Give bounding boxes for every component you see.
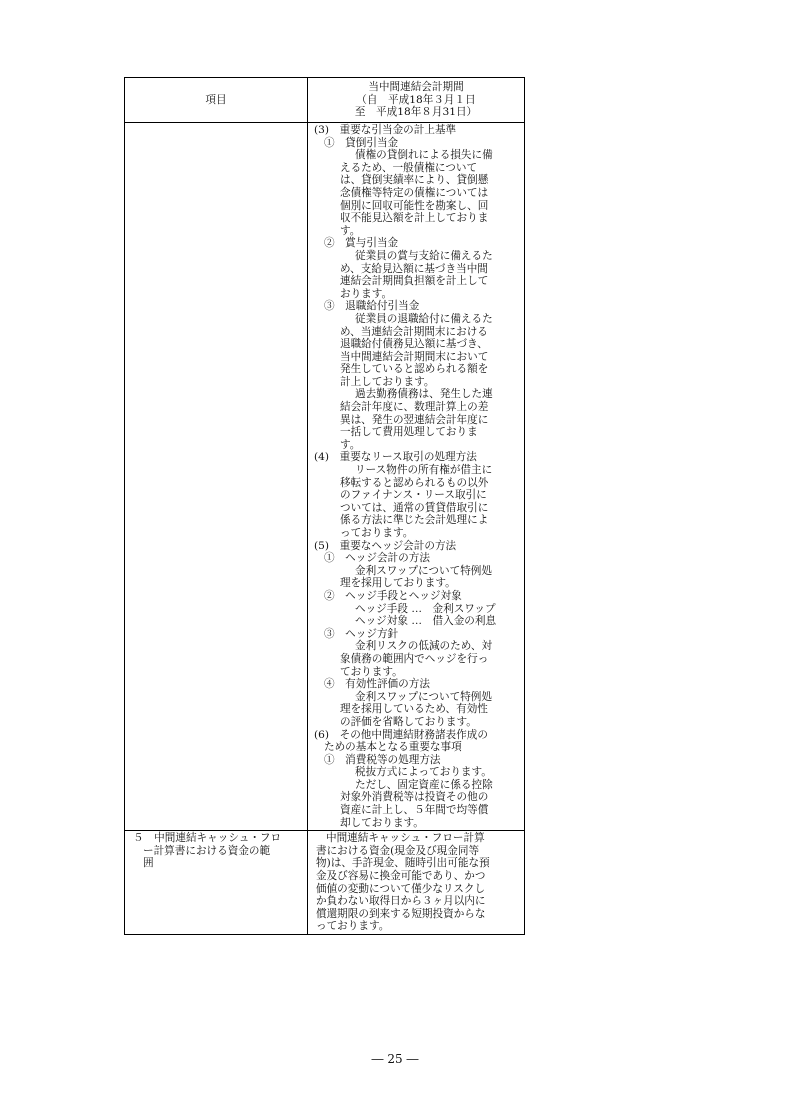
page-number: ― 25 ― xyxy=(371,1052,419,1066)
policy-text-line: 資産に計上し、５年間で均等償 xyxy=(340,804,489,817)
policy-text-line: 一括して費用処理しておりま xyxy=(340,426,478,439)
policy-text-line: (5) 重要なヘッジ会計の方法 xyxy=(314,539,457,552)
item-label-line: ５ 中間連結キャッシュ・フロ xyxy=(133,832,282,845)
policy-text-line: ただし、固定資産に係る控除 xyxy=(355,778,493,791)
policy-text-line: ④ 有効性評価の方法 xyxy=(324,678,430,691)
policy-text-line: リース物件の所有権が借主に xyxy=(355,464,493,477)
policy-text-line: ついては、通常の賃貸借取引に xyxy=(340,501,489,514)
header-period-to: 至 平成18年８月31日） xyxy=(354,106,478,119)
policy-text-line: 象債務の範囲内でヘッジを行っ xyxy=(340,652,489,665)
policy-text-line: ③ ヘッジ方針 xyxy=(324,627,399,640)
policy-text-line: 過去勤務債務は、発生した連 xyxy=(355,388,493,401)
policy-text-line: 当中間連結会計期間末において xyxy=(340,350,489,363)
policy-text-line: ① 貸倒引当金 xyxy=(324,136,399,149)
policy-text-line: 念債権等特定の債権については xyxy=(340,186,489,199)
policy-text-line: 書における資金(現金及び現金同等 xyxy=(316,844,480,857)
row1-content-cell xyxy=(308,123,525,831)
policy-text-line: 計上しております。 xyxy=(340,375,435,388)
policy-text-line: 価値の変動について僅少なリスクし xyxy=(316,882,486,895)
policy-text-line: 中間連結キャッシュ・フロー計算 xyxy=(326,832,485,845)
row2-content-cell xyxy=(308,831,525,935)
policy-text-line: っております。 xyxy=(340,527,414,539)
policy-text-line: ① 消費税等の処理方法 xyxy=(324,753,441,766)
row1-item-cell xyxy=(125,123,308,831)
policy-text-line: 退職給付債務見込額に基づき、 xyxy=(340,338,488,351)
accounting-policy-table xyxy=(124,77,525,935)
header-period-cell xyxy=(308,78,525,123)
policy-text-line: (3) 重要な引当金の計上基準 xyxy=(314,124,457,136)
policy-text-line: は、貸倒実績率により、貸倒懸 xyxy=(340,174,489,187)
header-period-title: 当中間連結会計期間 xyxy=(368,81,464,94)
policy-text-line: 却しております。 xyxy=(340,816,424,829)
policy-text-line: 物)は、手許現金、随時引出可能な預 xyxy=(316,857,490,870)
item-label-line: 囲 xyxy=(143,857,154,870)
policy-text-line: ております。 xyxy=(340,665,403,678)
policy-text-line: か負わない取得日から３ヶ月以内に xyxy=(316,895,486,908)
policy-text-line: 償還期限の到来する短期投資からな xyxy=(316,907,486,920)
policy-text-line: (4) 重要なリース取引の処理方法 xyxy=(314,451,477,464)
policy-text-line: ② ヘッジ手段とヘッジ対象 xyxy=(324,589,462,602)
policy-text-line: おります。 xyxy=(340,287,393,300)
row2-item-cell xyxy=(125,831,308,935)
policy-text-line: 対象外消費税等は投資その他の xyxy=(340,791,489,804)
header-period-from: （自 平成18年３月１日 xyxy=(356,93,476,106)
policy-text-line: 金及び容易に換金可能であり、かつ xyxy=(316,870,486,883)
policy-text-line: 係る方法に準じた会計処理によ xyxy=(340,514,489,527)
policy-text-line: ③ 退職給付引当金 xyxy=(324,300,420,313)
table-header-row xyxy=(125,78,525,123)
policy-text-line: ヘッジ対象 … 借入金の利息 xyxy=(355,615,497,628)
policy-text-line: 債権の貸倒れによる損失に備 xyxy=(355,149,493,162)
policy-text-line: 従業員の賞与支給に備えるた xyxy=(355,249,493,262)
policy-text-line: す。 xyxy=(340,224,361,237)
policy-text-line: 移転すると認められるもの以外 xyxy=(340,476,489,489)
header-item-cell xyxy=(125,78,308,123)
policy-text-line: め、当連結会計期間末における xyxy=(340,325,488,338)
policy-text-line: の評価を省略しております。 xyxy=(340,715,477,728)
policy-text-line: 理を採用しているため、有効性 xyxy=(340,703,488,716)
policy-text-line: ヘッジ手段 … 金利スワップ xyxy=(355,602,496,615)
policy-text-line: のファイナンス・リース取引に xyxy=(340,489,487,502)
policy-text-line: 従業員の退職給付に備えるた xyxy=(355,312,493,325)
policy-text-line: 税抜方式によっております。 xyxy=(355,766,492,779)
policy-text-line: (6) その他中間連結財務諸表作成の xyxy=(314,728,488,741)
policy-text-line: 金利リスクの低減のため、対 xyxy=(355,640,493,653)
policy-text-line: っております。 xyxy=(316,920,390,933)
table-row xyxy=(125,123,525,831)
policy-text-line: えるため、一般債権について xyxy=(340,161,478,174)
policy-text-line: ① ヘッジ会計の方法 xyxy=(324,552,430,565)
header-item-label: 項目 xyxy=(205,93,227,106)
policy-text-line: 金利スワップについて特例処 xyxy=(355,564,492,577)
policy-text-line: す。 xyxy=(340,438,361,451)
table-row xyxy=(125,831,525,935)
policy-text-line: ② 賞与引当金 xyxy=(324,237,399,250)
policy-text-line: 発生していると認められる額を xyxy=(340,363,489,376)
policy-text-line: 異は、発生の翌連結会計年度に xyxy=(340,413,489,426)
item-label-line: ー計算書における資金の範 xyxy=(143,844,271,857)
policy-text-line: 連結会計期間負担額を計上して xyxy=(340,275,489,288)
policy-text-line: 個別に回収可能性を勘案し、回 xyxy=(340,199,489,212)
policy-text-line: 収不能見込額を計上しておりま xyxy=(340,212,489,225)
policy-text-line: 金利スワップについて特例処 xyxy=(355,690,492,703)
policy-text-line: め、支給見込額に基づき当中間 xyxy=(340,262,488,275)
policy-text-line: 結会計年度に、数理計算上の差 xyxy=(340,401,489,414)
policy-text-line: ための基本となる重要な事項 xyxy=(324,741,462,754)
policy-text-line: 理を採用しております。 xyxy=(340,577,456,590)
